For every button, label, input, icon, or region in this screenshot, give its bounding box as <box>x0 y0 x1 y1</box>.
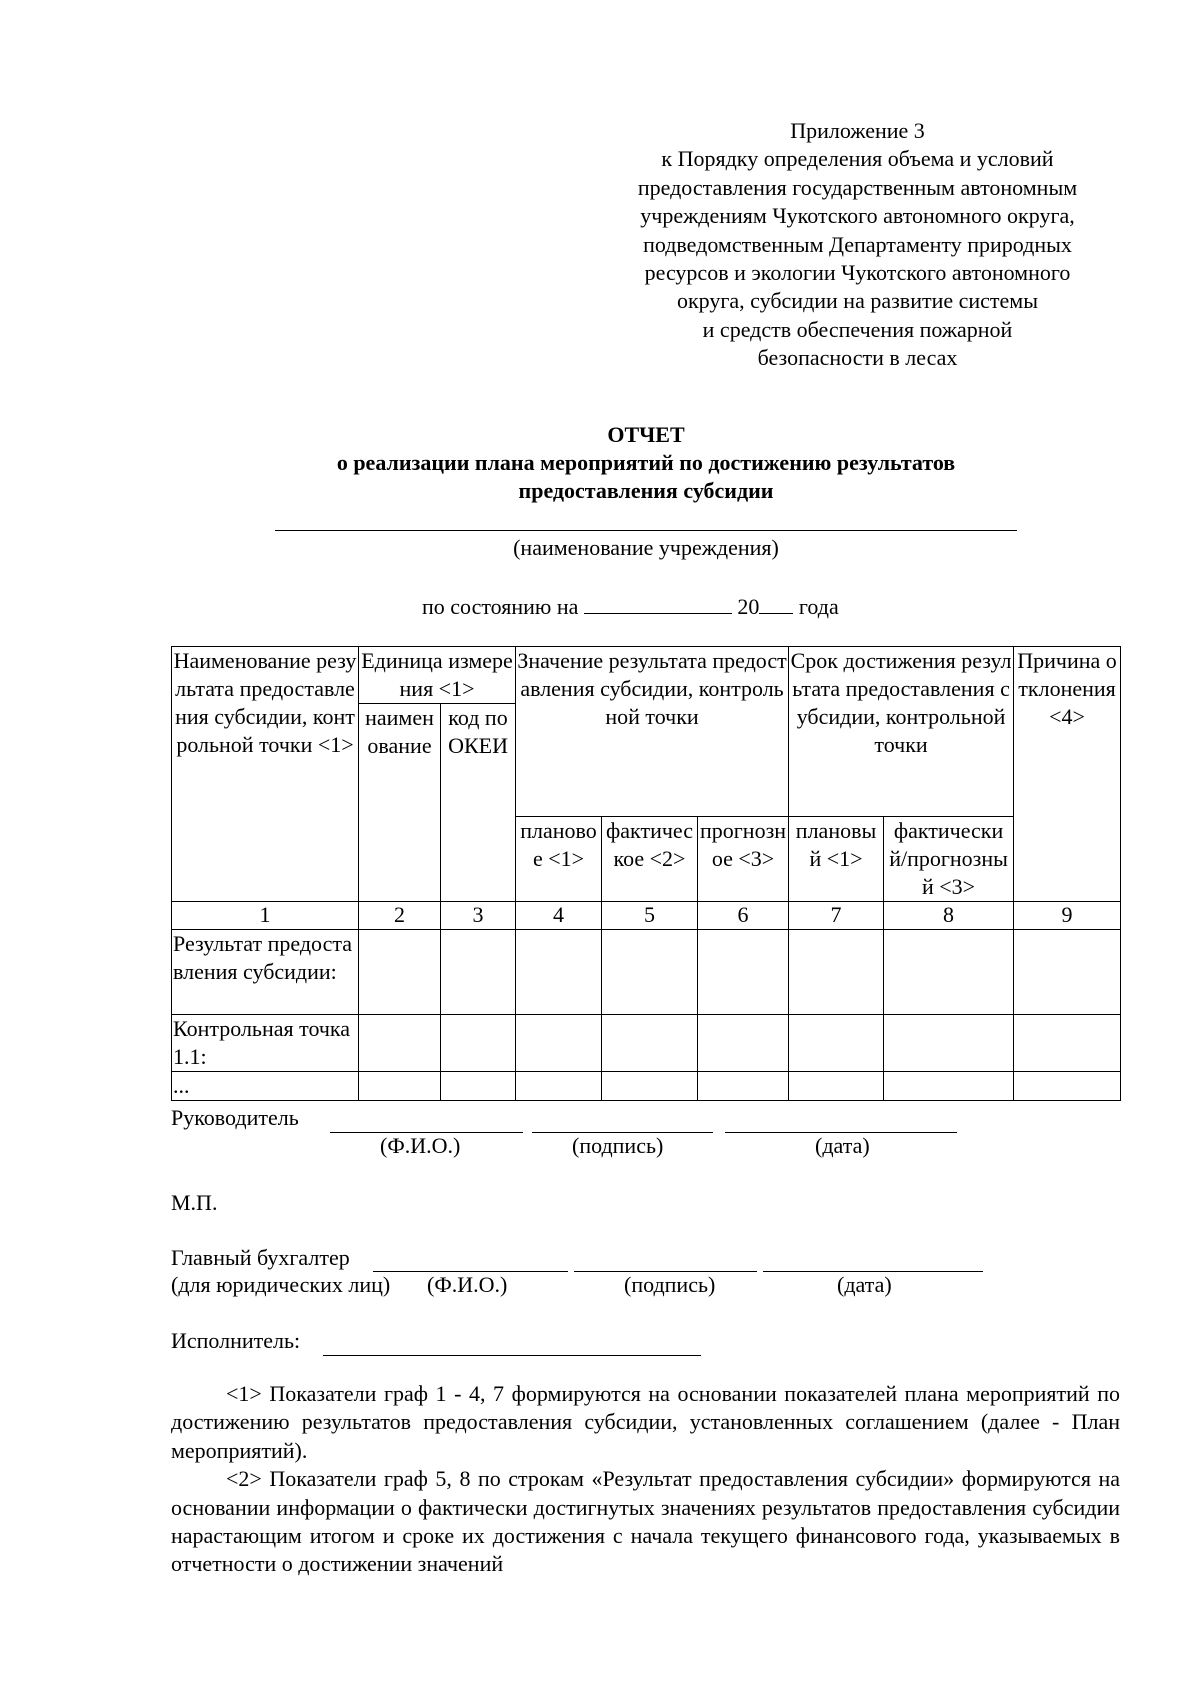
header-forecast: прогнозное <3> <box>698 817 789 902</box>
table-cell <box>698 930 789 1015</box>
column-number: 2 <box>359 902 441 930</box>
table-row <box>172 930 1121 1015</box>
table-cell <box>602 930 698 1015</box>
table-cell <box>359 930 441 1015</box>
header-planned: плановое <1> <box>516 817 602 902</box>
as-of-label: по состоянию на <box>422 594 579 619</box>
org-name-field <box>275 530 1017 531</box>
header-unit-group: Единица измерения <1> <box>359 647 516 704</box>
head-date-caption: (дата) <box>815 1133 870 1158</box>
title-main: ОТЧЕТ <box>607 422 685 447</box>
header-term-actual: фактический/прогнозный <3> <box>884 817 1014 902</box>
executor-label: Исполнитель: <box>171 1328 301 1353</box>
column-number: 4 <box>516 902 602 930</box>
column-number: 8 <box>884 902 1014 930</box>
column-number: 5 <box>602 902 698 930</box>
stamp-label: М.П. <box>171 1190 218 1215</box>
title-line: о реализации плана мероприятий по достижению результатов <box>336 450 956 475</box>
head-fio-caption: (Ф.И.О.) <box>380 1133 461 1158</box>
footnotes <box>171 1380 1120 1579</box>
header-unit-name: наименование <box>359 704 441 902</box>
table-cell <box>789 1015 884 1072</box>
table-cell <box>1014 930 1121 1015</box>
table-row <box>172 1015 1121 1072</box>
appendix-line: предоставления государственным автономным <box>637 174 1078 200</box>
table-cell <box>359 1015 441 1072</box>
header-actual: фактическое <2> <box>602 817 698 902</box>
header-result-name: Наименование результата предоставления субсидии, контрольной точки <1> <box>172 647 359 902</box>
year-prefix: 20 <box>737 594 760 619</box>
header-unit-code: код по ОКЕИ <box>441 704 516 902</box>
table-cell <box>441 930 516 1015</box>
table-cell <box>698 1072 789 1101</box>
accountant-note: (для юридических лиц) <box>171 1272 391 1297</box>
column-number: 9 <box>1014 902 1121 930</box>
appendix-line: ресурсов и экологии Чукотского автономного <box>644 260 1071 286</box>
year-blank <box>759 591 793 614</box>
year-suffix: года <box>798 594 839 619</box>
head-label: Руководитель <box>171 1105 299 1130</box>
row-label: Контрольная точка 1.1: <box>172 1015 359 1072</box>
table-row <box>172 1072 1121 1101</box>
table-cell <box>1014 1015 1121 1072</box>
table-cell <box>1014 1072 1121 1101</box>
column-number: 7 <box>789 902 884 930</box>
accountant-date-caption: (дата) <box>837 1272 892 1297</box>
header-value-group: Значение результата предоставления субсидии, контрольной точки <box>516 647 789 817</box>
accountant-fio-caption: (Ф.И.О.) <box>427 1272 508 1297</box>
accountant-label: Главный бухгалтер <box>171 1245 350 1270</box>
table-cell <box>359 1072 441 1101</box>
as-of-date-line <box>422 591 839 620</box>
head-sign-caption: (подпись) <box>572 1133 664 1158</box>
table-cell <box>789 930 884 1015</box>
table-cell <box>441 1072 516 1101</box>
appendix-line: подведомственным Департаменту природных <box>643 231 1072 257</box>
table-cell <box>602 1072 698 1101</box>
column-number: 3 <box>441 902 516 930</box>
table-cell <box>698 1015 789 1072</box>
column-number: 6 <box>698 902 789 930</box>
table-cell <box>602 1015 698 1072</box>
title-line: предоставления субсидии <box>518 478 774 503</box>
report-table <box>171 646 1121 1101</box>
table-cell <box>789 1072 884 1101</box>
org-name-caption: (наименование учреждения) <box>513 535 779 560</box>
header-reason: Причина отклонения <4> <box>1014 647 1121 902</box>
header-term-planned: плановый <1> <box>789 817 884 902</box>
appendix-line: и средств обеспечения пожарной <box>702 316 1013 342</box>
table-cell <box>884 1015 1014 1072</box>
footnote: <1> Показатели граф 1 - 4, 7 формируются на основании показателей плана мероприятий по достижению результатов предоставления субсидии, установленных соглашением (далее - План мероприятий). <box>171 1381 1120 1463</box>
footnote: <2> Показатели граф 5, 8 по строкам «Результат предоставления субсидии» формируются на основании информации о фактически достигнутых значениях результатов предоставления субсидии нарастающим итогом и сроке их достижения с начала текущего финансового года, указываемых в отчетности о достижении значений <box>171 1466 1120 1577</box>
table-cell <box>441 1015 516 1072</box>
table-cell <box>884 1072 1014 1101</box>
date-blank <box>584 591 732 614</box>
table-cell <box>884 930 1014 1015</box>
table-cell <box>516 1072 602 1101</box>
appendix-line: учреждениям Чукотского автономного округа, <box>640 203 1075 229</box>
header-term-group: Срок достижения результата предоставления субсидии, контрольной точки <box>789 647 1014 817</box>
appendix-header <box>585 117 1130 373</box>
column-number: 1 <box>172 902 359 930</box>
appendix-line: к Порядку определения объема и условий <box>661 146 1054 172</box>
appendix-line: Приложение 3 <box>790 118 925 143</box>
accountant-sign-caption: (подпись) <box>624 1272 716 1297</box>
table-cell <box>516 1015 602 1072</box>
executor-line <box>323 1355 701 1356</box>
table-cell <box>516 930 602 1015</box>
appendix-line: безопасности в лесах <box>757 345 958 371</box>
report-title <box>170 421 1122 505</box>
row-label: Результат предоставления субсидии: <box>172 930 359 1015</box>
row-label: ... <box>172 1072 359 1101</box>
appendix-line: округа, субсидии на развитие системы <box>676 288 1039 314</box>
